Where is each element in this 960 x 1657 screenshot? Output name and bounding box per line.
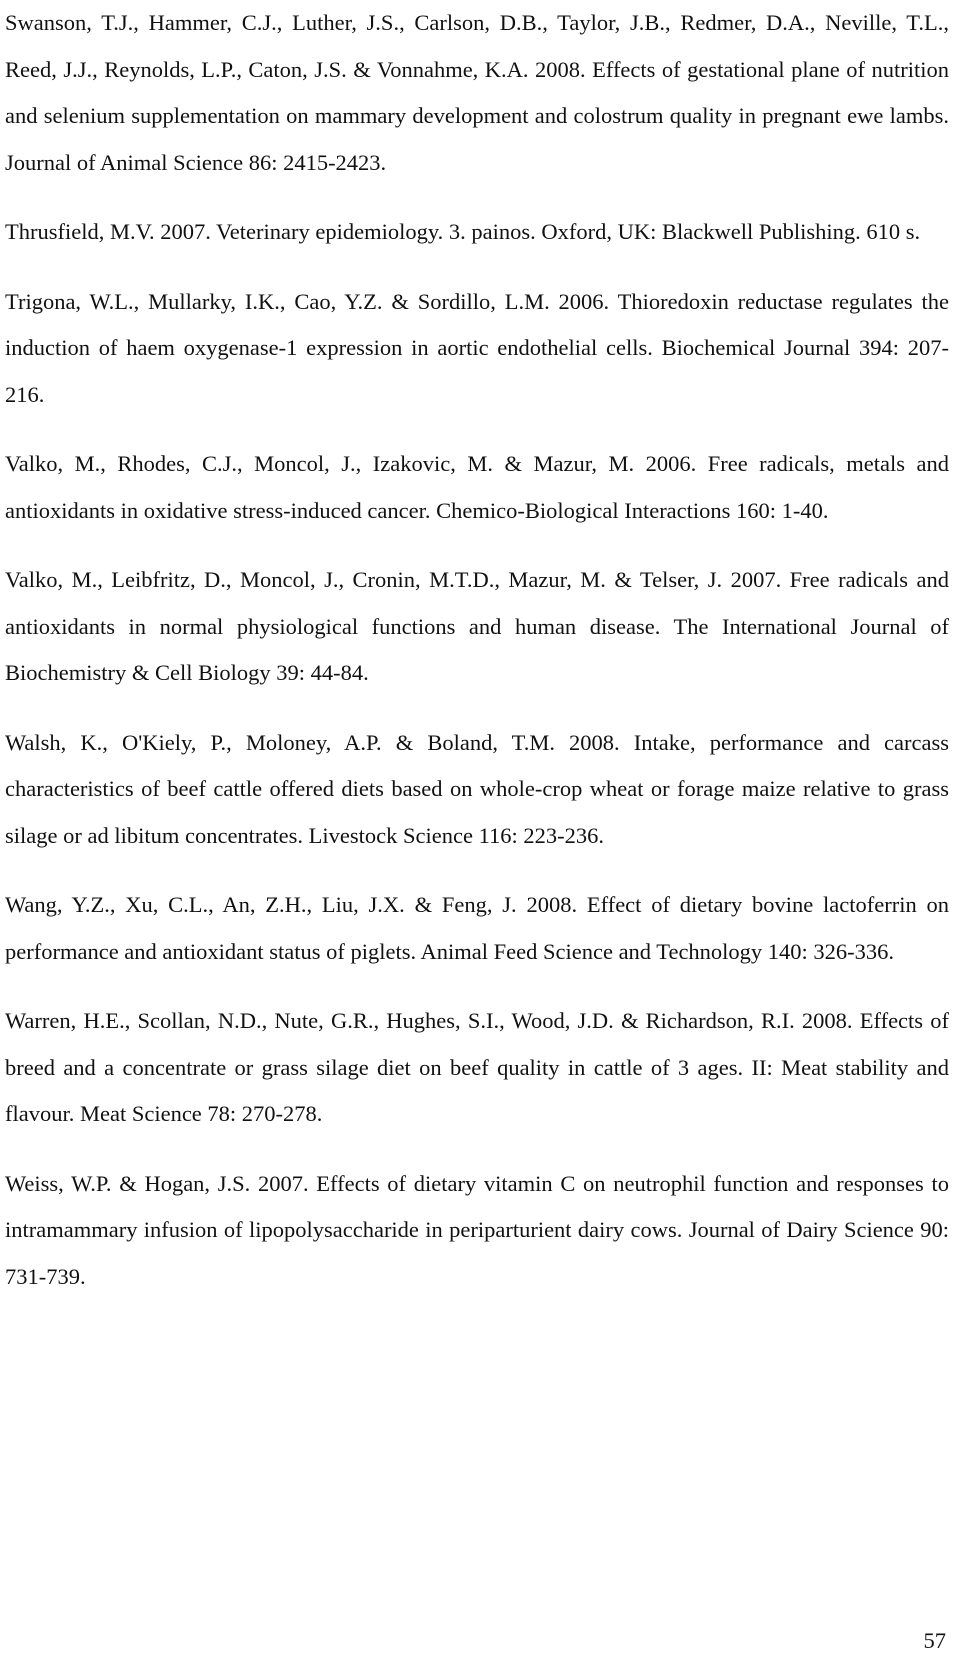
reference-wang-2008: Wang, Y.Z., Xu, C.L., An, Z.H., Liu, J.X. & Feng, J. 2008. Effect of dietary bovine lactoferrin on performance and antioxidant status of piglets. Animal Feed Science and Technology 140: 326-336. <box>5 892 949 964</box>
page-number: 57 <box>923 1628 946 1653</box>
reference-warren-2008: Warren, H.E., Scollan, N.D., Nute, G.R., Hughes, S.I., Wood, J.D. & Richardson, R.I. 2008. Effects of breed and a concentrate or grass silage diet on beef quality in cattle of 3 ages. II: Meat stability and flavour. Meat Science 78: 270-278. <box>5 1008 949 1126</box>
reference-swanson-2008: Swanson, T.J., Hammer, C.J., Luther, J.S., Carlson, D.B., Taylor, J.B., Redmer, D.A., Neville, T.L., Reed, J.J., Reynolds, L.P., Caton, J.S. & Vonnahme, K.A. 2008. Effects of gestational plane of nutrition and selenium supplementation on mammary development and colostrum quality in pregnant ewe lambs. Journal of Animal Science 86: 2415-2423. <box>5 10 949 175</box>
reference-walsh-2008: Walsh, K., O'Kiely, P., Moloney, A.P. & Boland, T.M. 2008. Intake, performance and carcass characteristics of beef cattle offered diets based on whole-crop wheat or forage maize relative to grass silage or ad libitum concentrates. Livestock Science 116: 223-236. <box>5 729 949 848</box>
reference-weiss-2007: Weiss, W.P. & Hogan, J.S. 2007. Effects of dietary vitamin C on neutrophil function and responses to intramammary infusion of lipopolysaccharide in periparturient dairy cows. Journal of Dairy Science 90: 731-739. <box>5 1170 949 1289</box>
reference-valko-2006: Valko, M., Rhodes, C.J., Moncol, J., Izakovic, M. & Mazur, M. 2006. Free radicals, metals and antioxidants in oxidative stress-induced cancer. Chemico-Biological Interactions 160: 1-40. <box>5 451 949 523</box>
reference-trigona-2006: Trigona, W.L., Mullarky, I.K., Cao, Y.Z. & Sordillo, L.M. 2006. Thioredoxin reductase regulates the induction of haem oxygenase-1 expression in aortic endothelial cells. Biochemical Journal 394: 207-216. <box>5 288 949 407</box>
reference-valko-2007: Valko, M., Leibfritz, D., Moncol, J., Cronin, M.T.D., Mazur, M. & Telser, J. 2007. Free radicals and antioxidants in normal physiological functions and human disease. The International Journal of Biochemistry & Cell Biology 39: 44-84. <box>5 567 949 685</box>
reference-list <box>5 0 949 1323</box>
reference-thrusfield-2007: Thrusfield, M.V. 2007. Veterinary epidemiology. 3. painos. Oxford, UK: Blackwell Publishing. 610 s. <box>5 219 921 244</box>
